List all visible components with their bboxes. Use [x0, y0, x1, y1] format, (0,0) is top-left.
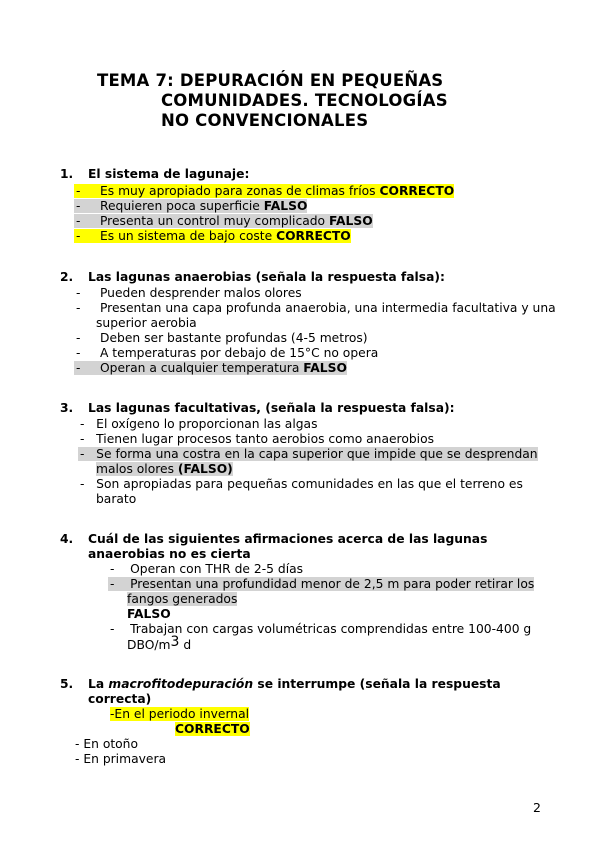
question-3-option-2: - Tienen lugar procesos tanto aerobios como anaerobios	[80, 432, 435, 446]
question-1	[60, 167, 454, 244]
question-5-option-2: - En otoño	[75, 737, 139, 751]
question-4-option-3-cont: DBO/m3 d	[127, 634, 192, 652]
question-4-heading: 4. Cuál de las siguientes afirmaciones acerca de las lagunas	[60, 532, 488, 546]
question-1-heading: 1. El sistema de lagunaje:	[60, 167, 250, 181]
question-4-option-1: - Operan con THR de 2-5 días	[110, 562, 304, 576]
page-number: 2	[533, 800, 541, 815]
question-3	[60, 401, 538, 507]
question-3-option-4-cont: barato	[96, 492, 137, 506]
question-1-option-3: - Presenta un control muy complicado FALSO	[76, 214, 373, 228]
title-line-3: NO CONVENCIONALES	[161, 111, 369, 130]
question-1-option-2: - Requieren poca superficie FALSO	[76, 199, 308, 213]
question-5-option-1-mark: CORRECTO	[175, 722, 250, 736]
question-4	[60, 532, 534, 653]
question-3-option-1: - El oxígeno lo proporcionan las algas	[80, 417, 318, 431]
question-3-heading: 3. Las lagunas facultativas, (señala la respuesta falsa):	[60, 401, 455, 415]
question-2-option-5: - Operan a cualquier temperatura FALSO	[76, 361, 347, 375]
question-2-option-3: - Deben ser bastante profundas (4-5 metros)	[76, 331, 368, 345]
question-4-option-2-mark: FALSO	[127, 607, 171, 621]
question-5-heading: 5. La macrofitodepuración se interrumpe (señala la respuesta	[60, 677, 501, 691]
question-5	[60, 677, 501, 767]
title-line-2: COMUNIDADES. TECNOLOGÍAS	[161, 91, 448, 110]
question-4-option-2: - Presentan una profundidad menor de 2,5 m para poder retirar los	[110, 577, 535, 591]
question-1-option-4: - Es un sistema de bajo coste CORRECTO	[76, 229, 351, 243]
question-2-option-1: - Pueden desprender malos olores	[76, 286, 302, 300]
question-4-option-2-cont: fangos generados	[127, 592, 238, 606]
question-4-heading-cont: anaerobias no es cierta	[88, 547, 251, 561]
question-2-option-4: - A temperaturas por debajo de 15°C no opera	[76, 346, 379, 360]
question-3-option-4: - Son apropiadas para pequeñas comunidades en las que el terreno es	[80, 477, 523, 491]
question-1-option-1: - Es muy apropiado para zonas de climas fríos CORRECTO	[76, 184, 455, 198]
question-2-option-2-cont: superior aerobia	[96, 316, 197, 330]
title-line-1: TEMA 7: DEPURACIÓN EN PEQUEÑAS	[97, 71, 444, 90]
question-3-option-3-cont: malos olores (FALSO)	[96, 462, 233, 476]
question-2-heading: 2. Las lagunas anaerobias (señala la respuesta falsa):	[60, 270, 445, 284]
question-4-option-3: - Trabajan con cargas volumétricas comprendidas entre 100-400 g	[110, 622, 532, 636]
question-5-heading-cont: correcta)	[88, 692, 152, 706]
question-2-option-2: - Presentan una capa profunda anaerobia, una intermedia facultativa y una	[76, 301, 556, 315]
question-2	[60, 270, 556, 376]
question-5-option-1: -En el periodo invernal	[110, 707, 250, 721]
question-5-option-3: - En primavera	[75, 752, 167, 766]
page-title	[97, 71, 448, 131]
question-3-option-3: - Se forma una costra en la capa superior que impide que se desprendan	[80, 447, 538, 461]
